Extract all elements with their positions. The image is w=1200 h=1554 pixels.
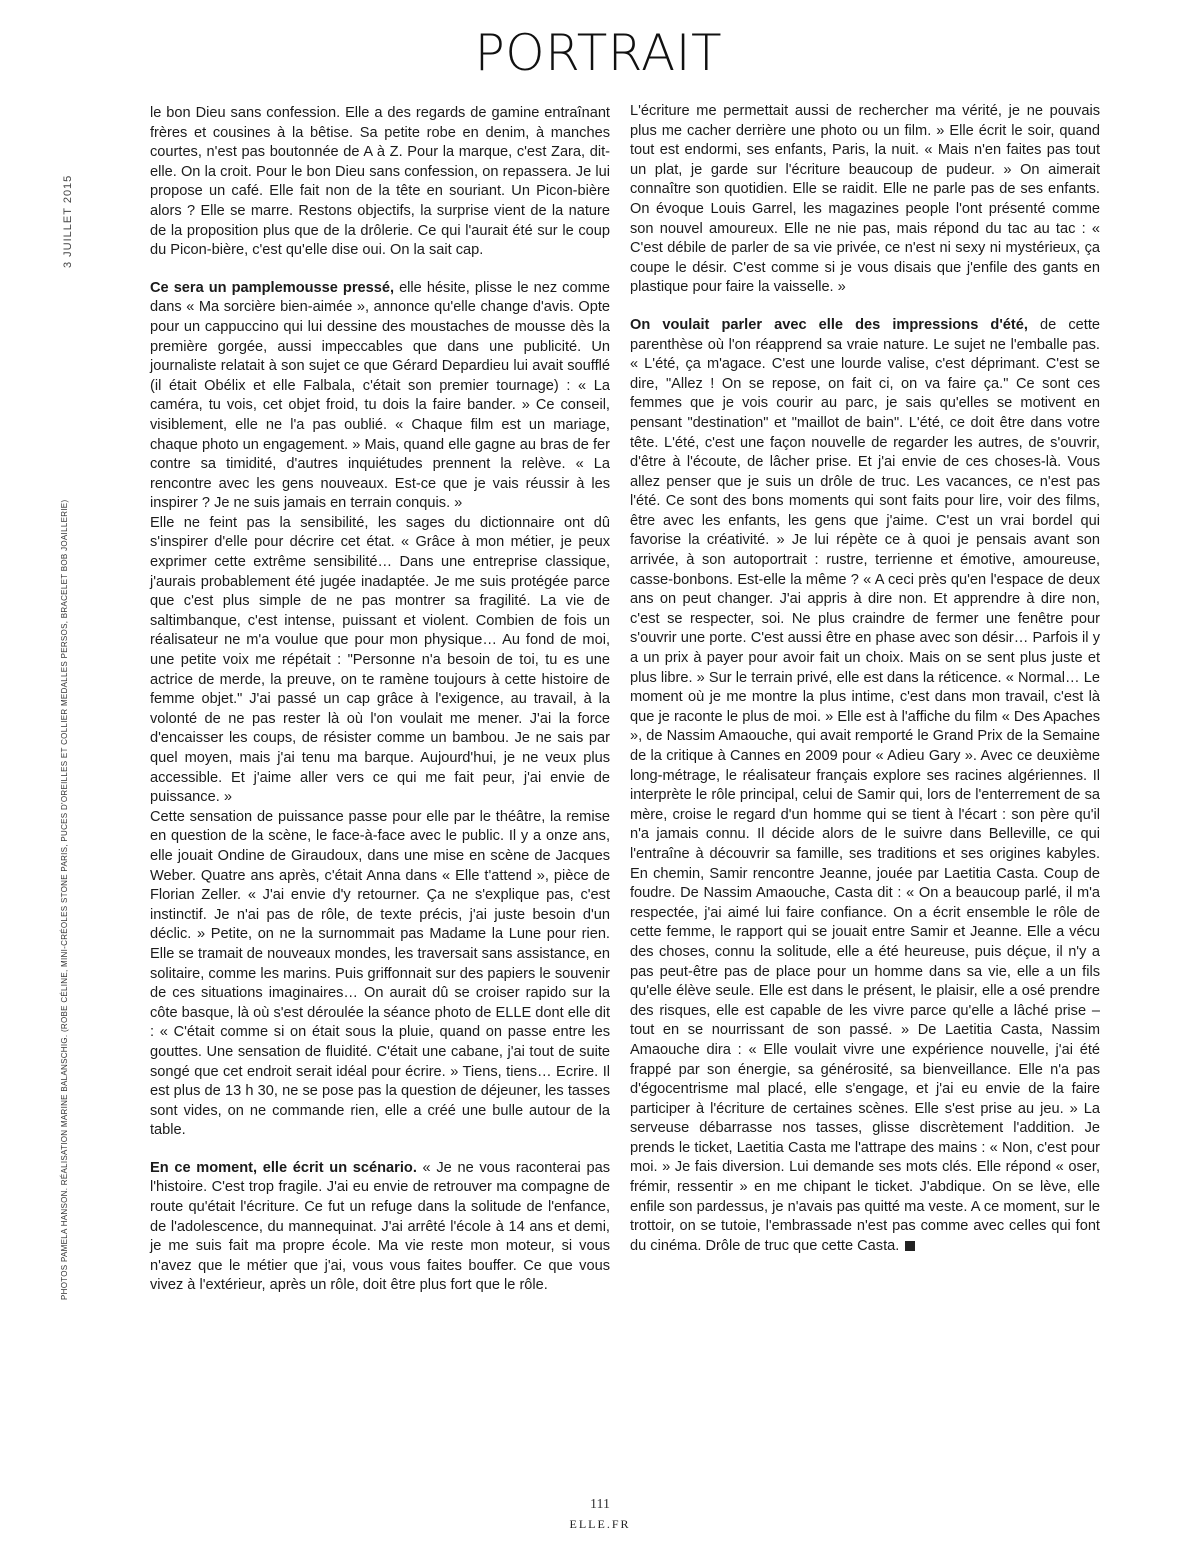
issue-date: 3 JUILLET 2015: [62, 174, 74, 268]
magazine-brand: ELLE.FR: [569, 1517, 631, 1531]
paragraph: [150, 279, 610, 514]
paragraph-body: elle hésite, plisse le nez comme dans « Ma sorcière bien-aimée », annonce qu'elle change d'avis. Opte pour un cappuccino qui lui dessine des moustaches de mousse dès la première gorgée, aussi impeccables que dans une publicité. Un journaliste relatait à son sujet ce que Gérard Depardieu lui avait soufflé (il était Obélix et elle Falbala, c'était son premier tournage) : « La caméra, tu vois, cet objet froid, tu dois la faire bander. » Ce conseil, visiblement, elle ne l'a pas oublié. « Chaque film est un mariage, chaque photo un engagement. » Mais, quand elle gagne au bras de fer contre sa timidité, d'autres inquiétudes prennent la relève. « La rencontre avec les gens nouveaux. Est-ce que je vais réussir à les inspirer ? Je ne suis jamais en terrain conquis. »: [150, 279, 611, 512]
section-title: PORTRAIT: [474, 24, 722, 82]
paragraph-lead: Ce sera un pamplemousse pressé,: [150, 279, 395, 296]
paragraph-body: « Je ne vous raconterai pas l'histoire. C'est trop fragile. J'ai eu envie de retrouver ma compagne de route qu'était l'écriture. Ce fut un refuge dans la solitude de l'enfance, de l'adolescence, du mannequinat. J'ai arrêté l'école à 14 ans et demi, je me suis fait ma propre école. Ma vie reste mon moteur, si vous n'avez que le métier que j'ai, vous vous faites bouffer. Ce que vous vivez à l'extérieur, après un rôle, doit être plus fort que le rôle.: [150, 1159, 610, 1294]
article-column-left: [150, 104, 610, 1296]
paragraph: [630, 316, 1100, 1257]
page-number: 111: [590, 1497, 610, 1512]
end-of-article-mark: [905, 1241, 915, 1251]
paragraph: Elle ne feint pas la sensibilité, les sages du dictionnaire ont dû s'inspirer d'elle pour décrire cet état. « Grâce à mon métier, je peux exprimer cette extrême sensibilité… Dans une entreprise classique, j'aurais probablement été jugée inadaptée. Je me suis protégée parce que c'est plus simple de ne pas montrer sa fragilité. La vie de saltimbanque, c'est intense, puissant et violent. Combien de fois un réalisateur ne m'a voulue que pour mon physique… Au fond de moi, une petite voix me répétait : "Personne n'a besoin de toi, tu es une actrice de merde, la preuve, on te ramène toujours à cette histoire de femme objet." J'ai passé un cap grâce à l'exigence, au travail, à la volonté de ne pas rester là où l'on voulait me mener. J'ai la force d'encaisser les coups, de résister comme un bambou. Je ne sais par quel moyen, mais j'ai tenu ma barque. Aujourd'hui, je ne veux plus accessible. Et j'aime aller vers ce qui me fait peur, j'ai envie de puissance. »: [150, 514, 610, 806]
article-column-right: [630, 102, 1100, 1256]
paragraph: [150, 1159, 610, 1296]
paragraph-body: de cette parenthèse où l'on réapprend sa vraie nature. Le sujet ne l'emballe pas. « L'été, ça m'agace. C'est une lourde valise, c'est déprimant. C'est se dire, "Allez ! On se repose, on fait ci, on va faire ça." Ce sont ces femmes que je vois courir au parc, je sais qu'elles se motivent en pensant "destination" et "maillot de bain". L'été, ce doit être dans votre tête. L'été, c'est une façon nouvelle de regarder les autres, de s'ouvrir, d'être à l'écoute, de lâcher prise. Et j'ai envie de ces choses-là. Vous allez penser que je suis un drôle de truc. Les vacances, ce n'est pas l'été. Ce sont des bons moments qui sont faits pour lire, voir des films, être avec les enfants, les gens que j'aime. C'est un vrai bordel qui favorise la créativité. » Je lui répète ce à quoi je pensais avant son arrivée, à son autoportrait : rustre, terrienne et émotive, amoureuse, casse-bonbons. Est-elle la même ? « A ceci près qu'en l'espace de deux ans on peut changer. J'ai appris à dire non. Et apprendre à dire non, c'est se respecter, soi. Ne plus craindre de fermer une fenêtre pour s'ouvrir une porte. C'est aussi être en phase avec son désir… Parfois il y a un prix à payer pour avoir fait un choix. Mais on se sent plus juste et plus libre. » Sur le terrain privé, elle est dans la réticence. « Normal… Le moment où je me montre la plus intime, c'est dans mon travail, c'est là que je raconte le plus de moi. » Elle est à l'affiche du film « Des Apaches », de Nassim Amaouche, qui avait remporté le Grand Prix de la Semaine de la critique à Cannes en 2009 pour « Adieu Gary ». Avec ce deuxième long-métrage, le réalisateur français explore ses racines algériennes. Il interprète le rôle principal, celui de Samir qui, lors de l'enterrement de sa mère, croise le regard d'un homme qui se tient à l'écart : son père qu'il n'a jamais connu. Il décide alors de le suivre dans Belleville, ce qui l'entraîne à découvrir sa famille, ses traditions et ses origines kabyles. En chemin, Samir rencontre Jeanne, jouée par Laetitia Casta. Coup de foudre. De Nassim Amaouche, Casta dit : « On a beaucoup parlé, il m'a respectée, j'ai aimé lui faire confiance. On a écrit ensemble le rôle de cette femme, le rapport qui se jouait entre Samir et Jeanne. Elle a vécu des choses, connu la solitude, elle a été heureuse, puis déçue, il n'y a pas peut-être pas de place pour un homme dans sa vie, elle a un fils qu'elle élève seule. Elle est dans le présent, le plaisir, elle a osé prendre des risques, elle est capable de les vivre parce qu'elle a lâché prise – tout en se nourrissant de son passé. » De Laetitia Casta, Nassim Amaouche dira : « Elle voulait vivre une expérience nouvelle, j'ai été frappé par son énergie, sa générosité, sa bienveillance. Elle n'a pas d'égocentrisme mal placé, elle s'engage, et j'ai eu envie de la faire participer à l'écriture de certaines scènes. Elle s'est prise au jeu. » La serveuse débarrasse nos tasses, glisse discrètement l'addition. Je prends le ticket, Laetitia Casta me l'attrape des mains : « Non, c'est pour moi. » Je fais diversion. Lui demande ses mots clés. Elle répond « oser, frémir, ressentir » en me chipant le ticket. J'abdique. On se lève, elle enfile son pardessus, je n'avais pas quitté ma veste. A ce moment, sur le trottoir, on se tutoie, l'embrassade n'est pas comme avec celles qui font du cinéma. Drôle de truc que cette Casta.: [630, 316, 1101, 1254]
paragraph-lead: On voulait parler avec elle des impressions d'été,: [630, 316, 1028, 333]
paragraph: le bon Dieu sans confession. Elle a des regards de gamine entraînant frères et cousines à la bêtise. Sa petite robe en denim, à manches courtes, n'est pas boutonnée de A à Z. Pour la marque, c'est Zara, dit-elle. On la croit. Pour le bon Dieu sans confession, on repassera. Je lui propose un café. Elle fait non de la tête en souriant. Un Picon-bière alors ? Elle se marre. Restons objectifs, la surprise vient de la nature de la proposition plus que de la drôlerie. Ce qui l'aurait été sur le coup du Picon-bière, c'est qu'elle dise oui. On la sait cap.: [150, 105, 610, 259]
paragraph-lead: En ce moment, elle écrit un scénario.: [150, 1159, 417, 1176]
photo-credits: PHOTOS PAMELA HANSON. RÉALISATION MARINE BALANSCHIG. (ROBE CÉLINE, MINI-CRÉOLES STONE PARIS, PUCES D'OREILLES ET COLLIER MEDALLES PERSOS, BRACELET BOB JOAILLERIE): [60, 499, 69, 1300]
paragraph: L'écriture me permettait aussi de rechercher ma vérité, je ne pouvais plus me cacher derrière une photo ou un film. » Elle écrit le soir, quand tout est endormi, ses enfants, Paris, la nuit. « Mais n'en faites pas tout un plat, je garde sur l'écriture beaucoup de pudeur. » On aimerait connaître son quotidien. Elle se raidit. Elle ne parle pas de ses enfants. On évoque Louis Garrel, les magazines people l'ont présenté comme son nouvel amoureux. Elle ne nie pas, mais répond du tac au tac : « C'est débile de parler de sa vie privée, ce n'est ni sexy ni mystérieux, ça coupe le désir. C'est comme si je vous disais que j'enfile des gants en plastique pour faire la vaisselle. »: [630, 103, 1100, 296]
paragraph: Cette sensation de puissance passe pour elle par le théâtre, la remise en question de la scène, le face-à-face avec le public. Il y a onze ans, elle jouait Ondine de Giraudoux, dans une mise en scène de Jacques Weber. Quatre ans après, c'était Anna dans « Elle t'attend », pièce de Florian Zeller. « J'ai envie d'y retourner. Ça ne s'explique pas, c'est instinctif. Je n'ai pas de rôle, de texte précis, j'ai juste besoin d'un déclic. » Petite, on ne la surnommait pas Madame la Lune pour rien. Elle se tramait de nouveaux mondes, les traversait sans assistance, en solitaire, comme les marins. Puis griffonnait sur des papiers le souvenir de ces situations imaginaires… On aurait dû se croiser rapido sur la côte basque, là où s'est déroulée la séance photo de ELLE dont elle dit : « C'était comme si on était sous la pluie, quand on passe entre les gouttes. Une sensation de fluidité. C'était une cabane, j'ai tout de suite songé que cet endroit serait idéal pour écrire. » Tiens, tiens… Ecrire. Il est plus de 13 h 30, ne se pose pas la question de déjeuner, les tasses sont vides, on ne commande rien, elle a créé une bulle autour de la table.: [150, 808, 610, 1139]
